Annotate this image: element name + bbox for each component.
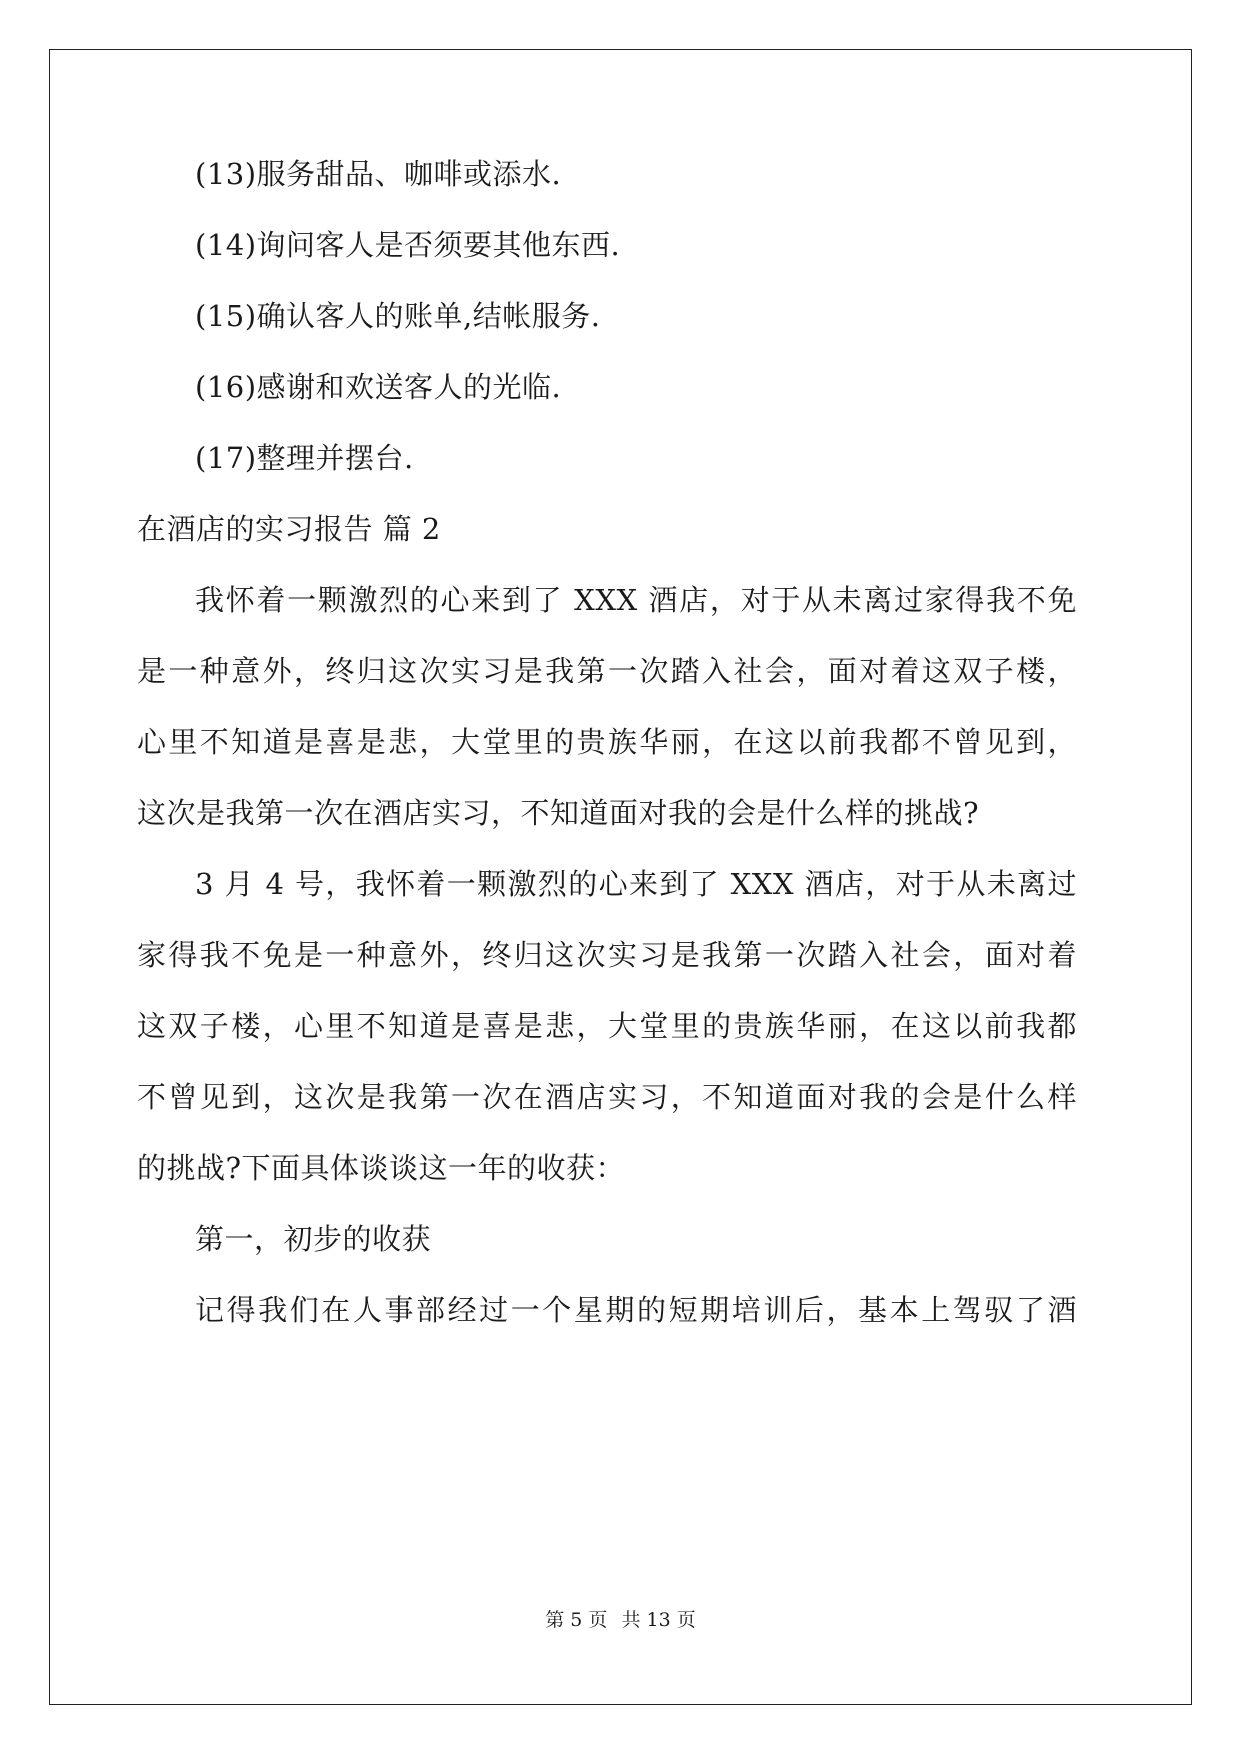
subheading: 第一，初步的收获 bbox=[195, 1222, 432, 1256]
total-pages: 共 13 页 bbox=[621, 1609, 696, 1631]
list-item: (16)感谢和欢送客人的光临. bbox=[195, 370, 562, 404]
list-item: (13)服务甜品、咖啡或添水. bbox=[195, 157, 562, 191]
paragraph-line: 不曾见到，这次是我第一次在酒店实习，不知道面对我的会是什么样 bbox=[137, 1080, 1077, 1114]
paragraph-line: 我怀着一颗激烈的心来到了 XXX 酒店，对于从未离过家得我不免 bbox=[195, 583, 1077, 617]
list-item: (15)确认客人的账单,结帐服务. bbox=[195, 299, 601, 333]
paragraph-line: 这次是我第一次在酒店实习，不知道面对我的会是什么样的挑战? bbox=[137, 796, 980, 830]
paragraph-line: 是一种意外，终归这次实习是我第一次踏入社会，面对着这双子楼， bbox=[137, 654, 1077, 688]
paragraph-line: 这双子楼，心里不知道是喜是悲，大堂里的贵族华丽，在这以前我都 bbox=[137, 1009, 1077, 1043]
paragraph-line: 的挑战?下面具体谈谈这一年的收获： bbox=[137, 1151, 626, 1185]
page-footer bbox=[0, 1608, 1241, 1632]
list-item: (14)询问客人是否须要其他东西. bbox=[195, 228, 621, 262]
list-item: (17)整理并摆台. bbox=[195, 441, 414, 475]
paragraph-line: 记得我们在人事部经过一个星期的短期培训后，基本上驾驭了酒 bbox=[195, 1293, 1077, 1327]
paragraph-line: 心里不知道是喜是悲，大堂里的贵族华丽，在这以前我都不曾见到， bbox=[137, 725, 1077, 759]
section-heading: 在酒店的实习报告 篇 2 bbox=[137, 512, 441, 546]
paragraph-line: 3 月 4 号，我怀着一颗激烈的心来到了 XXX 酒店，对于从未离过 bbox=[195, 867, 1077, 901]
page-number: 第 5 页 bbox=[545, 1609, 608, 1631]
paragraph-line: 家得我不免是一种意外，终归这次实习是我第一次踏入社会，面对着 bbox=[137, 938, 1077, 972]
